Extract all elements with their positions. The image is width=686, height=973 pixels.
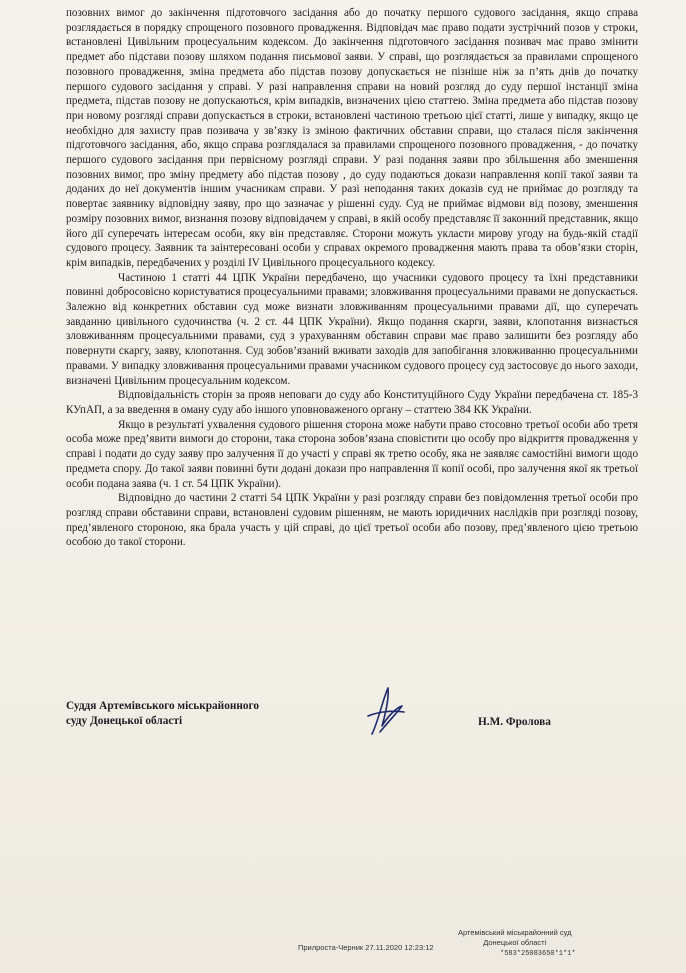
paragraph-1: позовних вимог до закінчення підготовчого засідання або до початку першого судового засідання, якщо справа розглядається в порядку спрощеного позовного провадження. Відповідач має право подати зустрічний позов у строки, встановлені Цивільним процесуальним кодексом. До закінчення підготовчого засідання позивач має право змінити предмет або підстави позову шляхом подання письмової заяви. У справі, що розглядається за правилами спрощеного позовного провадження, зміна предмета або підстав позову допускається не пізніше ніж за п’ять днів до початку першого судового засідання у справі. У разі направлення справи на новий розгляд до суду першої інстанції зміна предмета, підстав позову не допускаються, крім випадків, визначених цією статтею. Зміна предмета або підстав позову при новому розгляді справи допускається в строки, встановлені частиною третьою цієї статті, лише у випадку, якщо це необхідно для захисту прав позивача у зв’язку із зміною фактичних обставин справи, що сталася після закінчення підготовчого засідання, або, якщо справа розглядалася за правилами спрощеного позовного провадження, - до початку першого судового засідання при первісному розгляді справи. У разі подання заяви про збільшення або зменшення позовних вимог, про зміну предмету або підстав позову , до суду подаються докази направлення копії такої заяви та доданих до неї документів іншим учасникам справи. У разі неподання таких доказів суд не приймає до розгляду та повертає заявнику відповідну заяву, про що зазначає у рішенні суду. Суд не приймає відмови від позову, зменшення розміру позовних вимог, визнання позову відповідачем у справі, в якій особу представляє її законний представник, якщо його дії суперечать інтересам особи, яку він представляє. Сторони можуть укласти мирову угоду на будь-якій стадії судового процесу. Заявник та заінтересовані особи у справах окремого провадження мають права та обов’язки сторін, крім випадків, передбачених у розділі IV Цивільного процесуального кодексу.: [66, 7, 638, 269]
print-info: Прилроста-Черник 27.11.2020 12:23:12: [298, 943, 434, 952]
court-stamp-line-1: Артемівський міськрайонний суд: [458, 928, 572, 937]
paragraph-4: Якщо в результаті ухвалення судового рішення сторона може набути право стосовно третьої особи або третя особа може пред’явити вимоги до сторони, така сторона зобов’язана сповістити цю особу про відкриття провадження у справі і подати до суду заяву про залучення її до участі у справі як третю особу, яка не заявляє самостійні вимоги щодо предмета спору. До такої заяви повинні бути додані докази про направлення її копії особі, про залучення якої як третьої особи подана заява (ч. 1 ст. 54 ЦПК України).: [66, 418, 638, 490]
judge-title-line-1: Суддя Артемівського міськрайонного: [66, 700, 260, 712]
judge-name: Н.М. Фролова: [478, 716, 551, 728]
judge-title: [66, 699, 259, 728]
document-body: [66, 6, 638, 550]
court-stamp: [458, 928, 572, 948]
paragraph-5: Відповідно до частини 2 статті 54 ЦПК України у разі розгляду справи без повідомлення третьої особи про розгляд справи обставини справи, встановлені судовим рішенням, не мають юридичних наслідків при розгляді позову, пред’явленого стороною, яка брала участь у цій справі, до цієї третьої особи або позову, пред’явленого цією третьою особою до такої сторони.: [66, 492, 638, 549]
paragraph-2: Частиною 1 статті 44 ЦПК України передбачено, що учасники судового процесу та їхні представники повинні добросовісно користуватися процесуальними правами; зловживання процесуальними правами не допускається. Залежно від конкретних обставин суд може визнати зловживанням процесуальними правами дії, що суперечать завданню цивільного судочинства (ч. 2 ст. 44 ЦПК України). Якщо подання скарги, заяви, клопотання визнається зловживанням процесуальними правами, суд з урахуванням обставин справи має право залишити без розгляду або повернути скаргу, заяву, клопотання. Суд зобов’язаний вживати заходів для запобігання зловживанню процесуальними правами. У випадку зловживання процесуальними правами учасником судового процесу суд застосовує до нього заходи, визначені Цивільним процесуальним кодексом.: [66, 271, 638, 387]
judge-title-line-2: суду Донецької області: [66, 714, 183, 727]
document-code: *583*25083650*1*1*: [500, 950, 576, 958]
handwritten-signature-icon: [358, 682, 408, 742]
court-stamp-line-2: Донецької області: [483, 938, 547, 947]
paragraph-3: Відповідальність сторін за прояв неповаги до суду або Конституційного Суду України передбачена ст. 185-3 КУпАП, а за введення в оману суду або іншого уповноваженого органу – статтею 384 КК України.: [66, 389, 638, 416]
